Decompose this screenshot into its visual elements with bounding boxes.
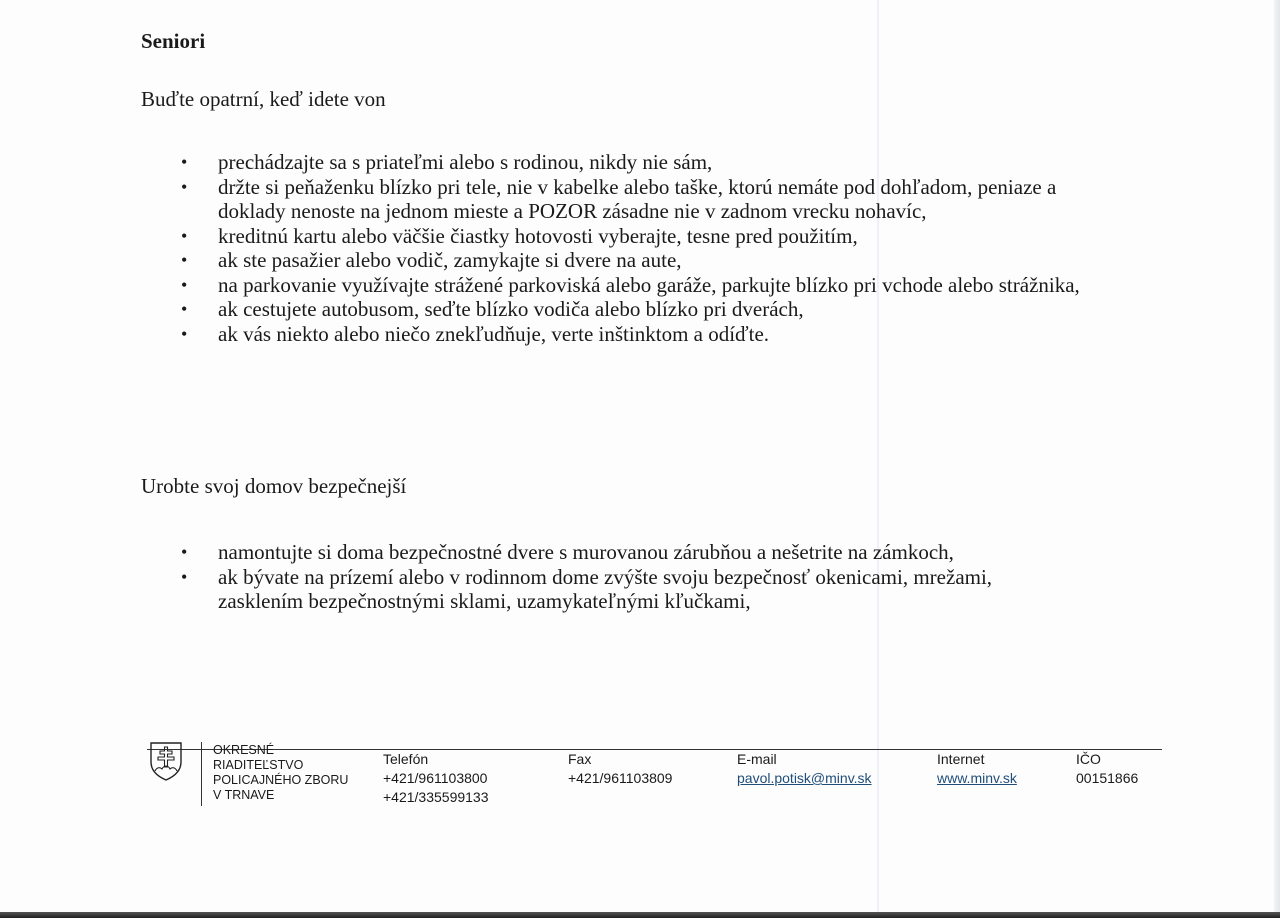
page-fold <box>877 0 879 912</box>
org-line: OKRESNÉ <box>213 743 275 757</box>
organization-name <box>213 743 348 803</box>
org-line: V TRNAVE <box>213 788 275 802</box>
footer-email <box>737 750 872 788</box>
list-item: • namontujte si doma bezpečnostné dvere s murovanou zárubňou a nešetrite na zámkoch, <box>181 540 1028 565</box>
list-item: • na parkovanie využívajte strážené parkoviská alebo garáže, parkujte blízko pri vchode alebo strážnika, <box>181 273 1128 298</box>
section-heading-outside: Buďte opatrní, keď idete von <box>141 87 386 111</box>
telefon-value: +421/961103800 <box>383 770 488 786</box>
fax-label: Fax <box>568 751 592 767</box>
list-item: • ak cestujete autobusom, seďte blízko vodiča alebo blízko pri dverách, <box>181 297 1131 322</box>
internet-label: Internet <box>937 751 985 767</box>
footer-ico <box>1076 750 1138 788</box>
email-link[interactable]: pavol.potisk@minv.sk <box>737 770 872 786</box>
outside-safety-list <box>181 150 1131 346</box>
footer-telefon <box>383 750 489 807</box>
section-heading-home: Urobte svoj domov bezpečnejší <box>141 474 407 498</box>
ico-label: IČO <box>1076 751 1101 767</box>
paper-bottom-edge <box>0 912 1280 918</box>
slovak-coat-of-arms-icon <box>148 740 184 782</box>
telefon-value: +421/335599133 <box>383 789 489 805</box>
list-item: • ak ste pasažier alebo vodič, zamykajte si dvere na aute, <box>181 248 1131 273</box>
document-title: Seniori <box>141 29 206 53</box>
footer-internet <box>937 750 1017 788</box>
telefon-label: Telefón <box>383 751 429 767</box>
list-item: • držte si peňaženku blízko pri tele, nie v kabelke alebo taške, ktorú nemáte pod dohľadom, peniaze a doklady nenoste na jednom mieste a POZOR zásadne nie v zadnom vrecku nohavíc, <box>181 175 1068 224</box>
email-label: E-mail <box>737 751 777 767</box>
list-item: • ak vás niekto alebo niečo znekľudňuje, verte inštinktom a odíďte. <box>181 322 1131 347</box>
website-link[interactable]: www.minv.sk <box>937 770 1017 786</box>
ico-value: 00151866 <box>1076 770 1139 786</box>
fax-value: +421/961103809 <box>568 770 673 786</box>
org-line: RIADITEĽSTVO <box>213 758 304 772</box>
paper-edge <box>1274 0 1280 918</box>
footer-fax <box>568 750 672 788</box>
list-item: • prechádzajte sa s priateľmi alebo s rodinou, nikdy nie sám, <box>181 150 1131 175</box>
footer-vertical-divider <box>201 742 202 806</box>
home-safety-list <box>181 540 1081 614</box>
list-item: • kreditnú kartu alebo väčšie čiastky hotovosti vyberajte, tesne pred použitím, <box>181 224 1131 249</box>
org-line: POLICAJNÉHO ZBORU <box>213 773 349 787</box>
list-item: • ak bývate na prízemí alebo v rodinnom dome zvýšte svoju bezpečnosť okenicami, mrežami, zasklením bezpečnostnými sklami, uzamykateľnými kľučkami, <box>181 565 1078 614</box>
